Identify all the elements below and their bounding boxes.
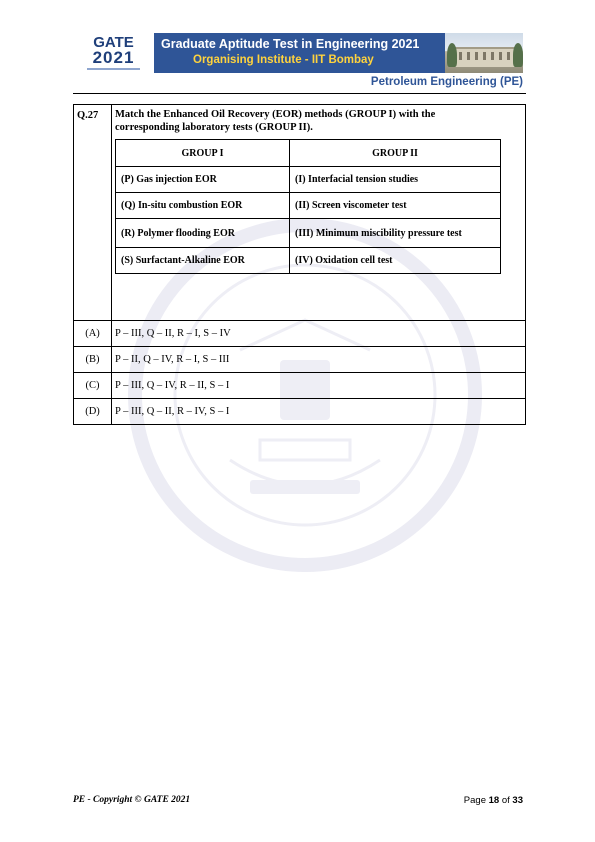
option-label: (B) bbox=[74, 347, 112, 373]
option-label: (D) bbox=[74, 399, 112, 425]
option-row bbox=[74, 321, 526, 347]
paper-name: Petroleum Engineering (PE) bbox=[370, 76, 523, 88]
matching-row bbox=[116, 219, 501, 248]
group2-item: (IV) Oxidation cell test bbox=[290, 248, 501, 274]
copyright-notice: PE - Copyright © GATE 2021 bbox=[73, 795, 191, 805]
question-body bbox=[112, 105, 526, 321]
option-row bbox=[74, 373, 526, 399]
tree-icon bbox=[513, 43, 523, 67]
gate-logo bbox=[73, 33, 154, 73]
campus-building-photo bbox=[445, 33, 523, 73]
page-number bbox=[464, 795, 523, 806]
option-row bbox=[74, 347, 526, 373]
group2-item: (I) Interfacial tension studies bbox=[290, 167, 501, 193]
question-number: Q.27 bbox=[74, 105, 112, 321]
page-total: 33 bbox=[512, 795, 523, 806]
logo-strip bbox=[87, 68, 140, 70]
group1-item: (Q) In-situ combustion EOR bbox=[116, 193, 290, 219]
group2-item: (III) Minimum miscibility pressure test bbox=[290, 219, 501, 248]
organiser-subtitle: Organising Institute - IIT Bombay bbox=[193, 54, 374, 66]
logo-year: 2021 bbox=[92, 48, 135, 67]
option-label: (C) bbox=[74, 373, 112, 399]
question-row bbox=[74, 105, 526, 321]
question-stem: Match the Enhanced Oil Recovery (EOR) methods (GROUP I) with the corresponding laboratory tests (GROUP II). bbox=[115, 109, 436, 133]
page-of: of bbox=[501, 795, 510, 806]
matching-table bbox=[115, 139, 501, 274]
matching-row bbox=[116, 167, 501, 193]
header-rule bbox=[73, 93, 526, 94]
tree-icon bbox=[447, 43, 457, 67]
group2-header: GROUP II bbox=[290, 140, 501, 167]
group1-item: (R) Polymer flooding EOR bbox=[116, 219, 290, 248]
option-text: P – III, Q – II, R – IV, S – I bbox=[112, 399, 526, 425]
page-current: 18 bbox=[488, 795, 500, 806]
matching-header-row bbox=[116, 140, 501, 167]
header-banner bbox=[73, 33, 523, 73]
logo-word: GATE bbox=[93, 34, 134, 51]
matching-row bbox=[116, 248, 501, 274]
group2-item: (II) Screen viscometer test bbox=[290, 193, 501, 219]
option-label: (A) bbox=[74, 321, 112, 347]
option-text: P – II, Q – IV, R – I, S – III bbox=[112, 347, 526, 373]
option-text: P – III, Q – II, R – I, S – IV bbox=[112, 321, 526, 347]
matching-row bbox=[116, 193, 501, 219]
exam-title: Graduate Aptitude Test in Engineering 2021 bbox=[161, 37, 420, 51]
group1-header: GROUP I bbox=[116, 140, 290, 167]
option-row bbox=[74, 399, 526, 425]
question-table bbox=[73, 104, 526, 425]
option-text: P – III, Q – IV, R – II, S – I bbox=[112, 373, 526, 399]
page-prefix: Page bbox=[463, 795, 486, 806]
group1-item: (P) Gas injection EOR bbox=[116, 167, 290, 193]
group1-item: (S) Surfactant-Alkaline EOR bbox=[116, 248, 290, 274]
